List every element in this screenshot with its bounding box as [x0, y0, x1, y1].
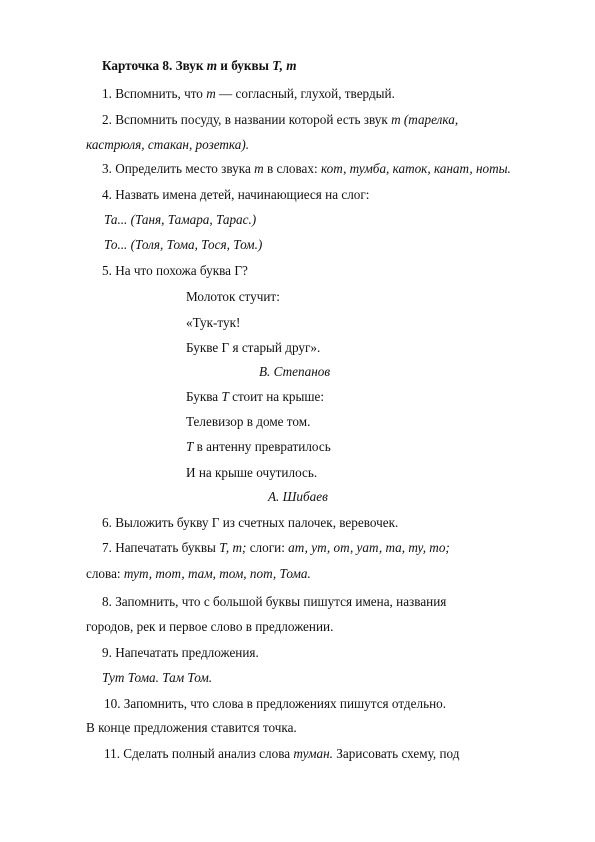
task-10: 10. Запомнить, что слова в предложениях пишутся отдельно.: [104, 696, 447, 711]
task-9: 9. Напечатать предложения.: [102, 645, 259, 660]
task-8: 8. Запомнить, что с большой буквы пишутся имена, названия: [102, 594, 447, 609]
task-7-words-label: слова:: [86, 566, 124, 581]
task-11-rest: Зарисовать схему, под: [332, 746, 460, 761]
poem-2-line-2: Телевизор в доме том.: [186, 414, 311, 429]
poem-2-letter-t-2: Т: [186, 439, 194, 454]
task-7-syllables: ат, ут, от, уат, та, ту, то;: [288, 540, 450, 555]
task-11: [104, 746, 459, 762]
task-1: [102, 86, 395, 102]
task-11-word: туман.: [293, 746, 333, 761]
task-8-continuation: городов, рек и первое слово в предложении.: [86, 619, 334, 634]
poem-2-line-3: [186, 439, 331, 455]
task-4-syllable-to: То... (Толя, Тома, Тося, Том.): [104, 237, 263, 252]
poem-2-line-1-a: Буква: [186, 389, 222, 404]
task-2-text: 2. Вспомнить посуду, в названии которой есть звук: [102, 112, 392, 127]
task-2-continuation: кастрюля, стакан, розетка).: [86, 137, 250, 152]
task-1-rest: — согласный, глухой, твердый.: [215, 86, 395, 101]
task-3-text: 3. Определить место звука: [102, 161, 255, 176]
task-6: 6. Выложить букву Г из счетных палочек, веревочек.: [102, 515, 399, 530]
title-prefix: Карточка 8. Звук: [102, 58, 207, 73]
task-2-sound: т: [391, 112, 401, 127]
task-3-sound: т: [254, 161, 264, 176]
card-title: [102, 58, 296, 74]
title-middle: и буквы: [217, 58, 273, 73]
task-11-text: 11. Сделать полный анализ слова: [104, 746, 294, 761]
poem-2-line-4: И на крыше очутилось.: [186, 465, 318, 480]
title-letters: Т, т: [272, 58, 297, 73]
task-2: [102, 112, 458, 128]
poem-2-author: А. Шибаев: [268, 489, 328, 504]
task-4: 4. Назвать имена детей, начинающиеся на слог:: [102, 187, 370, 202]
title-sound: т: [206, 58, 217, 73]
task-3-words: кот, тумба, каток, канат, ноты.: [320, 161, 511, 176]
task-7-syllables-label: слоги:: [246, 540, 289, 555]
task-1-sound: т: [206, 86, 216, 101]
task-1-text: 1. Вспомнить, что: [102, 86, 207, 101]
task-2-examples: (тарелка,: [400, 112, 459, 127]
poem-2-line-3-b: в антенну превратилось: [193, 439, 331, 454]
task-7: [102, 540, 450, 556]
poem-2-line-1-c: стоит на крыше:: [228, 389, 324, 404]
poem-1-author: В. Степанов: [259, 364, 331, 379]
poem-1-line-1: Молоток стучит:: [186, 289, 280, 304]
task-7-continuation: [86, 566, 311, 582]
task-3: [102, 161, 511, 177]
task-7-letters: Т, т;: [219, 540, 247, 555]
task-10-continuation: В конце предложения ставится точка.: [86, 720, 297, 735]
poem-2-line-1: [186, 389, 324, 405]
task-7-text: 7. Напечатать буквы: [102, 540, 220, 555]
task-4-syllable-ta: Та... (Таня, Тамара, Тарас.): [104, 212, 257, 227]
poem-1-line-3: Букве Г я старый друг».: [186, 340, 321, 355]
task-7-words: тут, тот, там, том, пот, Тома.: [123, 566, 311, 581]
task-3-mid: в словах:: [263, 161, 321, 176]
task-9-sentences: Тут Тома. Там Том.: [102, 670, 213, 685]
poem-2-letter-t: Т: [221, 389, 229, 404]
poem-1-line-2: «Тук-тук!: [186, 315, 241, 330]
task-5: 5. На что похожа буква Г?: [102, 263, 248, 278]
